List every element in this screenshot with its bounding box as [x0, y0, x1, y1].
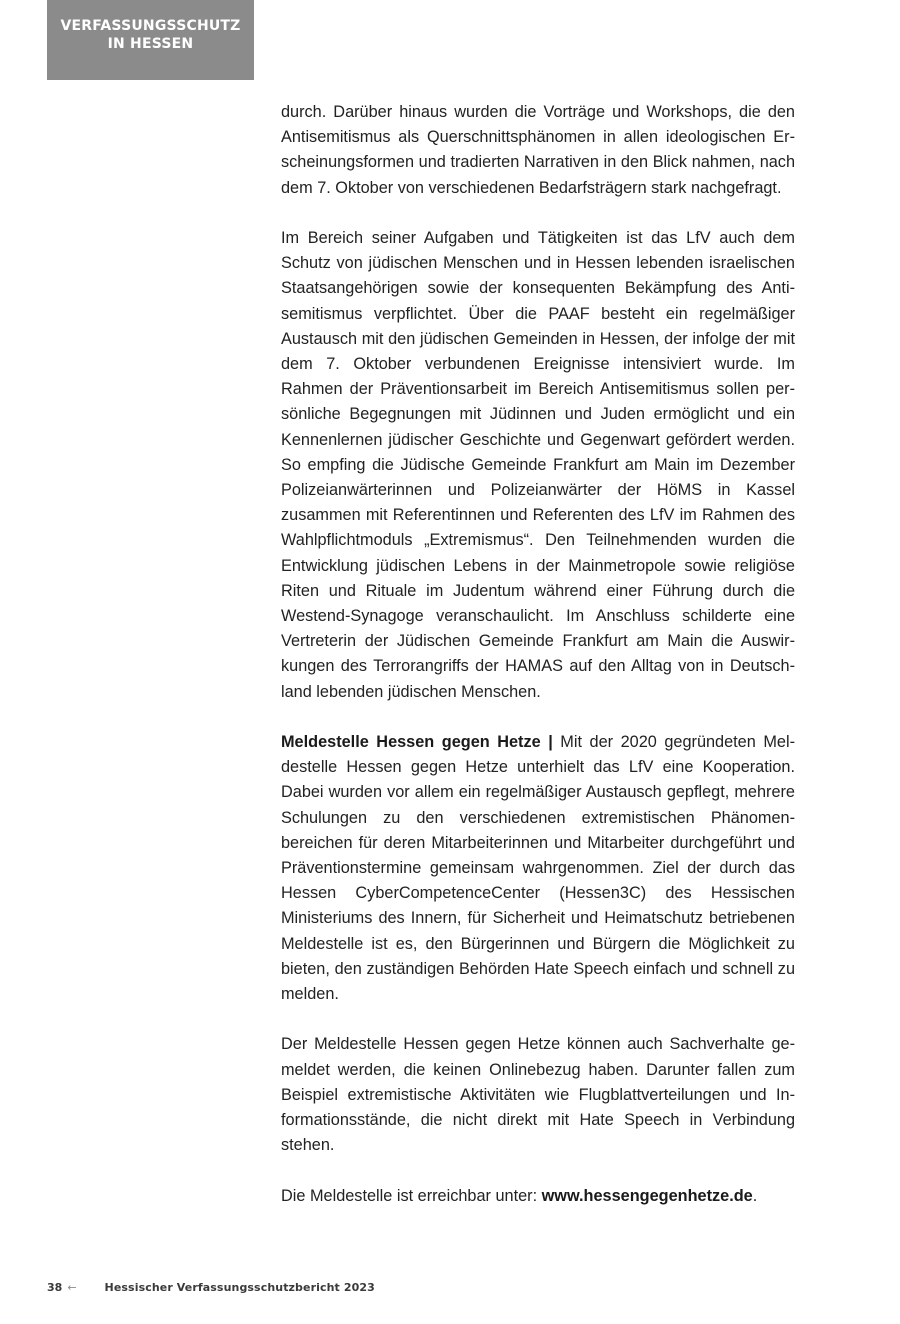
paragraph-5-text: Die Meldestelle ist erreichbar unter: [281, 1186, 542, 1205]
paragraph-2: Im Bereich seiner Aufgaben und Tätigkeiten ist das LfV auch dem Schutz von jüdischen Menschen und in Hessen lebenden israelischen Staatsangehörigen sowie der konsequenten Bekämpfung des Antisemitismus verpflichtet. Über die PAAF besteht ein regelmäßiger Austausch mit den jüdischen Gemeinden in Hessen, der infolge der mit dem 7. Oktober verbundenen Ereignisse intensiviert wurde. Im Rahmen der Präventionsarbeit im Bereich Antisemitismus sollen persönliche Begegnungen mit Jüdinnen und Juden ermöglicht und ein Kennenlernen jüdischer Geschichte und Gegenwart gefördert werden. So empfing die Jüdische Gemeinde Frankfurt am Main im Dezember Polizeianwärterinnen und Polizeianwärter der HöMS in Kassel zusammen mit Referentinnen und Referenten des LfV im Rahmen des Wahlpflichtmoduls „Extremismus“. Den Teilnehmenden wurden die Entwicklung jüdischen Lebens in der Mainmetropole sowie religiöse Riten und Rituale im Judentum während einer Führung durch die Westend-Synagoge veranschaulicht. Im Anschluss schilderte eine Vertreterin der Jüdischen Gemeinde Frankfurt am Main die Auswirkungen des Terrorangriffs der HAMAS auf den Alltag von in Deutschland lebenden jüdischen Menschen. [281, 229, 795, 701]
arrow-left-icon: ← [67, 1280, 77, 1294]
section-header-line2: IN HESSEN [107, 36, 194, 52]
paragraph-3-text: Mit der 2020 gegründeten Meldestelle Hessen gegen Hetze unterhielt das LfV eine Kooperation. Dabei wurden vor allem ein regelmäßiger Austausch gepflegt, mehrere Schulungen zu den verschiedenen extremistischen Phänomenbereichen für deren Mitarbeiterinnen und Mitarbeiter durchgeführt und Präventionstermine gemeinsam wahrgenommen. Ziel der durch das Hessen CyberCompetenceCenter (Hessen3C) des Hessischen Ministeriums des Innern, für Sicherheit und Heimatschutz betriebenen Meldestelle ist es, den Bürgerinnen und Bürgern die Möglichkeit zu bieten, den zuständigen Behörden Hate Speech einfach und schnell zu melden. [281, 733, 795, 1004]
section-header-tab [47, 0, 254, 80]
paragraph-5-end: . [752, 1186, 758, 1205]
paragraph-4: Der Meldestelle Hessen gegen Hetze können auch Sachverhalte gemeldet werden, die keinen Onlinebezug haben. Darunter fallen zum Beispiel extremistische Aktivitäten wie Flugblattverteilungen und Informationsstände, die nicht direkt mit Hate Speech in Verbindung stehen. [281, 1035, 795, 1155]
website-link[interactable]: www.hessengegenhetze.de [541, 1186, 753, 1205]
paragraph-1: durch. Darüber hinaus wurden die Vorträge und Workshops, die den Antisemitismus als Querschnittsphänomen in allen ideologischen Erscheinungsformen und tradierten Narrativen in den Blick nahmen, nach dem 7. Oktober von verschiedenen Bedarfsträgern stark nachgefragt. [281, 103, 795, 197]
report-title: Hessischer Verfassungsschutzbericht 2023 [104, 1280, 375, 1294]
page-number: 38 [47, 1280, 63, 1294]
main-text-column [281, 100, 795, 1209]
paragraph-3-heading: Meldestelle Hessen gegen Hetze | [281, 733, 553, 752]
page-footer [47, 1278, 375, 1296]
section-header-line1: VERFASSUNGSSCHUTZ [60, 18, 241, 34]
paragraph-5 [281, 1184, 795, 1209]
paragraph-3 [281, 730, 795, 1007]
